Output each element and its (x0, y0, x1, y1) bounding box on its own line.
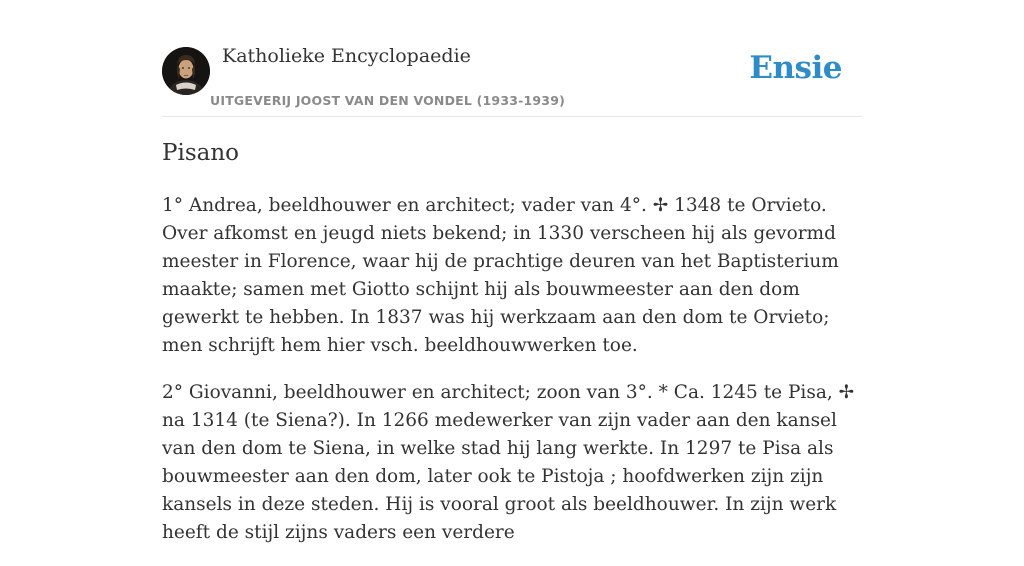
page (162, 0, 862, 543)
brand-logo-link[interactable]: Ensie (749, 50, 842, 86)
article-paragraph: 2° Giovanni, beeldhouwer en architect; zoon van 3°. * Ca. 1245 te Pisa, ✢ na 1314 (te Siena?). In 1266 medewerker van zijn vader aan den kansel van den dom te Siena, in welke stad hij lang werkte. In 1297 te Pisa als bouwmeester aan den dom, later ook te Pistoja ; hoofdwerken zijn zijn kansels in deze steden. Hij is vooral groot als beeldhouwer. In zijn werk heeft de stijl zijns vaders een verdere (162, 382, 855, 543)
site-header (162, 0, 862, 117)
site-title[interactable]: Katholieke Encyclopaedie (222, 45, 471, 67)
article-title: Pisano (162, 140, 240, 166)
article-paragraph: 1° Andrea, beeldhouwer en architect; vader van 4°. ✢ 1348 te Orvieto. Over afkomst en jeugd niets bekend; in 1330 verscheen hij als gevormd meester in Florence, waar hij de prachtige deuren van het Baptisterium maakte; samen met Giotto schijnt hij als bouwmeester aan den dom gewerkt te hebben. In 1837 was hij werkzaam aan den dom te Orvieto; men schrijft hem hier vsch. beeldhouwwerken toe. (162, 195, 839, 356)
portrait-avatar-icon (162, 47, 210, 95)
publisher-subtitle: UITGEVERIJ JOOST VAN DEN VONDEL (1933-1939) (210, 93, 566, 108)
avatar[interactable] (162, 47, 210, 95)
article-body (162, 192, 862, 566)
